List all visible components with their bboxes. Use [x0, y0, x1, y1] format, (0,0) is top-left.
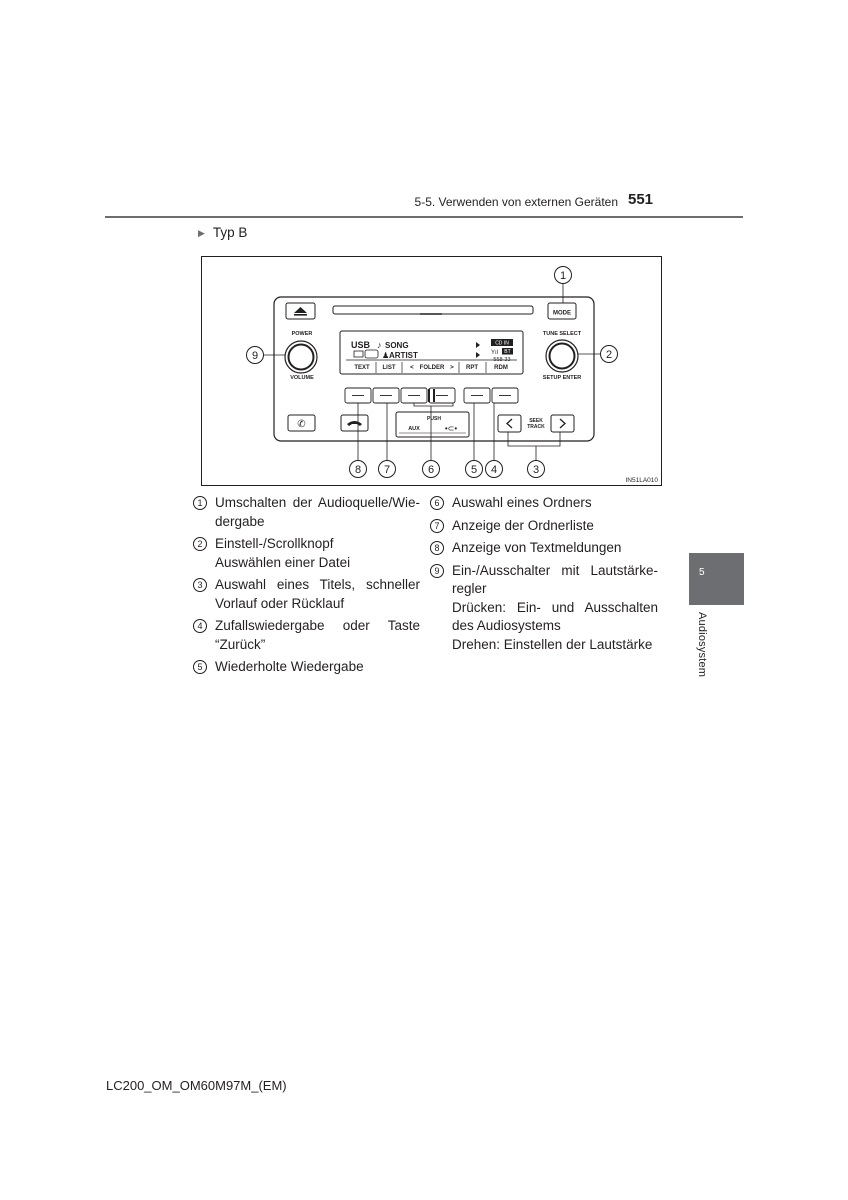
item-number: 5	[193, 660, 207, 674]
push-label: PUSH	[427, 416, 441, 422]
svg-text:7: 7	[383, 464, 391, 476]
item-line: Vorlauf oder Rücklauf	[215, 595, 345, 611]
callout-9	[247, 347, 264, 364]
bt-text: BT	[504, 349, 511, 355]
descriptions-right	[430, 494, 658, 658]
cd-in-text: CD IN	[495, 340, 509, 347]
power-label: POWER	[291, 331, 313, 337]
item-number: 8	[430, 541, 444, 555]
audio-panel-figure	[201, 256, 662, 486]
svg-text:6: 6	[427, 464, 435, 476]
description-item-9	[430, 562, 658, 655]
svg-text:9: 9	[251, 350, 259, 362]
cd-slot	[333, 306, 533, 314]
description-item-1	[193, 494, 420, 531]
power-volume-knob	[285, 331, 317, 381]
signal-strength-icon: Yıl	[491, 350, 499, 356]
phone-pickup-icon: ✆	[297, 419, 306, 430]
figure-code: IN51LA010	[625, 477, 658, 484]
display-song: SONG	[385, 341, 409, 350]
item-line: Auswahl eines Ordners	[452, 495, 592, 510]
svg-text:8: 8	[354, 464, 362, 476]
softkey-text-label: TEXT	[354, 365, 370, 371]
setup-enter-label: SETUP ENTER	[542, 375, 582, 381]
triangle-bullet-icon: ▶	[198, 228, 205, 238]
chevron-right-icon	[560, 419, 565, 428]
display-screen	[340, 331, 523, 374]
callout-5	[466, 461, 483, 478]
description-item-5	[193, 658, 420, 677]
play-arrow-icon	[476, 342, 480, 348]
svg-text:3: 3	[532, 464, 540, 476]
callout-6	[423, 461, 440, 478]
softkey-rpt-label: RPT	[466, 365, 478, 371]
softkey-folder-label: FOLDER	[419, 365, 445, 371]
mode-button	[548, 303, 576, 319]
item-line: Einstell-/Scrollknopf	[215, 536, 334, 551]
aux-label: AUX	[408, 426, 420, 432]
usb-icon: •⊂•	[444, 424, 458, 433]
track-label: TRACK	[527, 424, 545, 430]
phone-buttons	[288, 415, 368, 431]
callout-4	[486, 461, 503, 478]
item-line: Wiederholte Wiedergabe	[215, 659, 364, 674]
volume-label: VOLUME	[290, 375, 314, 381]
item-line: Anzeige der Ordnerliste	[452, 517, 594, 533]
section-title: 5-5. Verwenden von externen Geräten	[414, 195, 618, 209]
description-item-4	[193, 617, 420, 654]
svg-text:5: 5	[470, 464, 478, 476]
callout-8	[350, 461, 367, 478]
person-icon: ♟	[382, 351, 390, 360]
callout-3	[528, 461, 545, 478]
item-line: Auswahl eines Titels, schneller	[215, 577, 420, 592]
item-number: 1	[193, 496, 207, 510]
eject-button	[286, 303, 315, 319]
item-line: des Audiosystems	[452, 618, 561, 633]
item-line: “Zurück”	[215, 636, 266, 652]
usb-device-icon	[354, 351, 363, 357]
header-rule	[105, 216, 743, 218]
description-item-3	[193, 576, 420, 613]
item-line: Auswählen einer Datei	[215, 554, 351, 570]
item-line: Ein-/Ausschalter mit Lautstärke-	[452, 562, 658, 578]
chapter-label: Audiosystem	[696, 612, 708, 678]
item-line: Anzeige von Textmeldungen	[452, 540, 622, 555]
chevron-right-icon: >	[450, 364, 454, 371]
page-number: 551	[628, 191, 654, 208]
description-item-7	[430, 517, 658, 536]
music-note-icon: ♪	[377, 340, 382, 350]
type-label-text: Typ B	[212, 225, 248, 240]
item-number: 3	[193, 578, 207, 592]
item-number: 2	[193, 537, 207, 551]
item-line: dergabe	[215, 513, 265, 529]
descriptions-left	[193, 494, 420, 681]
signal-code: 558-33	[493, 357, 511, 363]
item-number: 7	[430, 519, 444, 533]
svg-text:4: 4	[490, 464, 498, 476]
callout-1	[555, 267, 572, 284]
svg-text:1: 1	[559, 270, 567, 282]
item-line: Drücken: Ein- und Ausschalten	[452, 599, 658, 615]
type-label	[198, 225, 247, 240]
display-artist: ARTIST	[389, 351, 418, 360]
description-item-6	[430, 494, 658, 513]
seek-label: SEEK	[529, 418, 543, 424]
item-line: Drehen: Einstellen der Lautstärke	[452, 636, 653, 652]
softkey-list-label: LIST	[382, 365, 396, 371]
chevron-left-icon: <	[410, 364, 414, 371]
display-source: USB	[351, 340, 371, 350]
callout-2	[601, 346, 618, 363]
footer-doc-code: LC200_OM_OM60M97M_(EM)	[106, 1078, 287, 1093]
item-number: 4	[193, 619, 207, 633]
phone-hangup-icon	[347, 421, 362, 426]
item-line: Umschalten der Audioquelle/Wie-	[215, 495, 420, 510]
softkey-buttons	[345, 388, 518, 403]
seek-track-buttons	[498, 415, 574, 432]
item-number: 6	[430, 496, 444, 510]
mode-label: MODE	[553, 310, 571, 317]
item-line: Zufallswiedergabe oder Taste	[215, 618, 420, 633]
item-number: 9	[430, 564, 444, 578]
chapter-tab	[689, 553, 744, 605]
play-arrow-icon	[476, 352, 480, 358]
chapter-number: 5	[699, 567, 705, 578]
chevron-left-icon	[507, 419, 512, 428]
tune-select-label: TUNE SELECT	[542, 331, 582, 337]
description-item-2	[193, 535, 420, 572]
tune-select-knob	[543, 331, 582, 381]
description-item-8	[430, 539, 658, 558]
svg-text:2: 2	[605, 349, 613, 361]
aux-usb-port	[396, 412, 469, 437]
softkey-rdm-label: RDM	[494, 365, 508, 371]
item-line: regler	[452, 581, 487, 596]
callout-7	[379, 461, 396, 478]
